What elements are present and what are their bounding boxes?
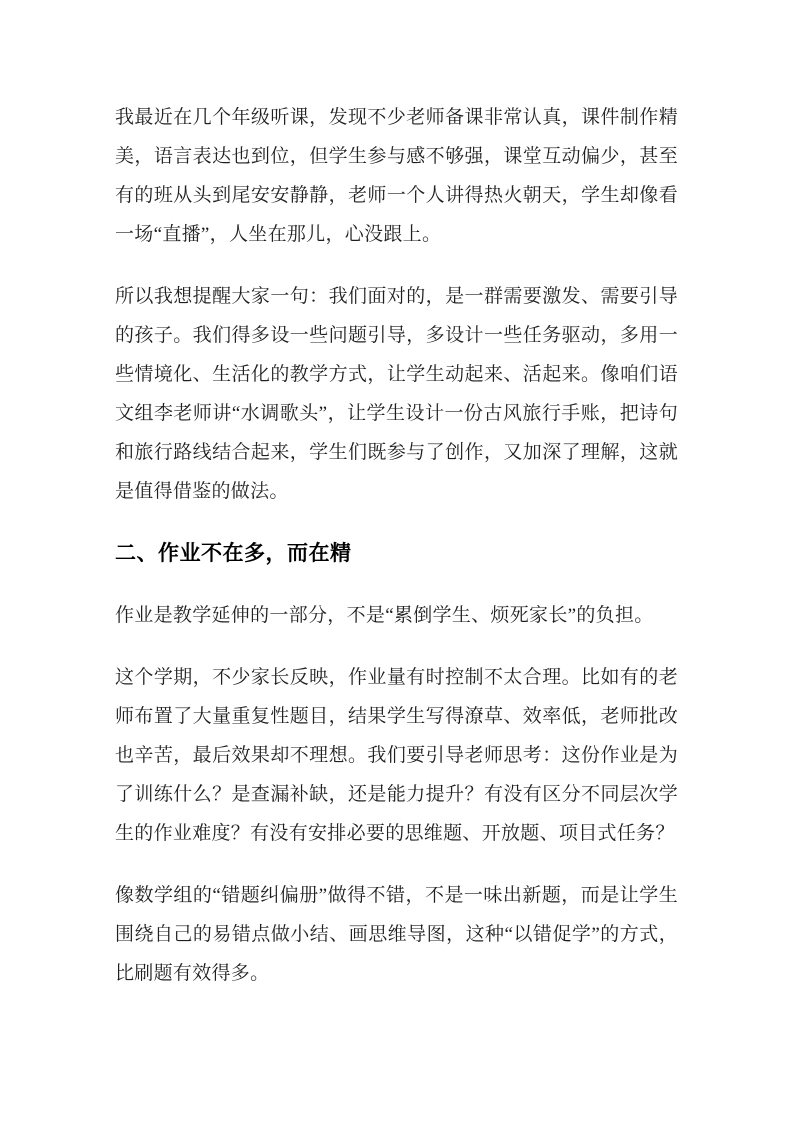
document-content: [115, 98, 678, 993]
paragraph-homework-issues: 这个学期，不少家长反映，作业量有时控制不太合理。比如有的老师布置了大量重复性题目，结果学生写得潦草、效率低，老师批改也辛苦，最后效果却不理想。我们要引导老师思考：这份作业是为了训练什么？是查漏补缺，还是能力提升？有没有区分不同层次学生的作业难度？有没有安排必要的思维题、开放题、项目式任务？: [115, 667, 678, 844]
paragraph-homework-example: 像数学组的“错题纠偏册”做得不错，不是一味出新题，而是让学生围绕自己的易错点做小结、画思维导图，这种“以错促学”的方式，比刷题有效得多。: [115, 885, 678, 984]
paragraph-observation: 我最近在几个年级听课，发现不少老师备课非常认真，课件制作精美，语言表达也到位，但学生参与感不够强，课堂互动偏少，甚至有的班从头到尾安安静静，老师一个人讲得热火朝天，学生却像看一场“直播”，人坐在那儿，心没跟上。: [115, 107, 678, 245]
paragraph-reminder: 所以我想提醒大家一句：我们面对的，是一群需要激发、需要引导的孩子。我们得多设一些问题引导，多设计一些任务驱动，多用一些情境化、生活化的教学方式，让学生动起来、活起来。像咱们语文组李老师讲“水调歌头”，让学生设计一份古风旅行手账，把诗句和旅行路线结合起来，学生们既参与了创作，又加深了理解，这就是值得借鉴的做法。: [115, 286, 678, 502]
paragraph-homework-principle: 作业是教学延伸的一部分，不是“累倒学生、烦死家长”的负担。: [115, 605, 654, 626]
section-heading-homework: 二、作业不在多，而在精: [115, 542, 352, 565]
